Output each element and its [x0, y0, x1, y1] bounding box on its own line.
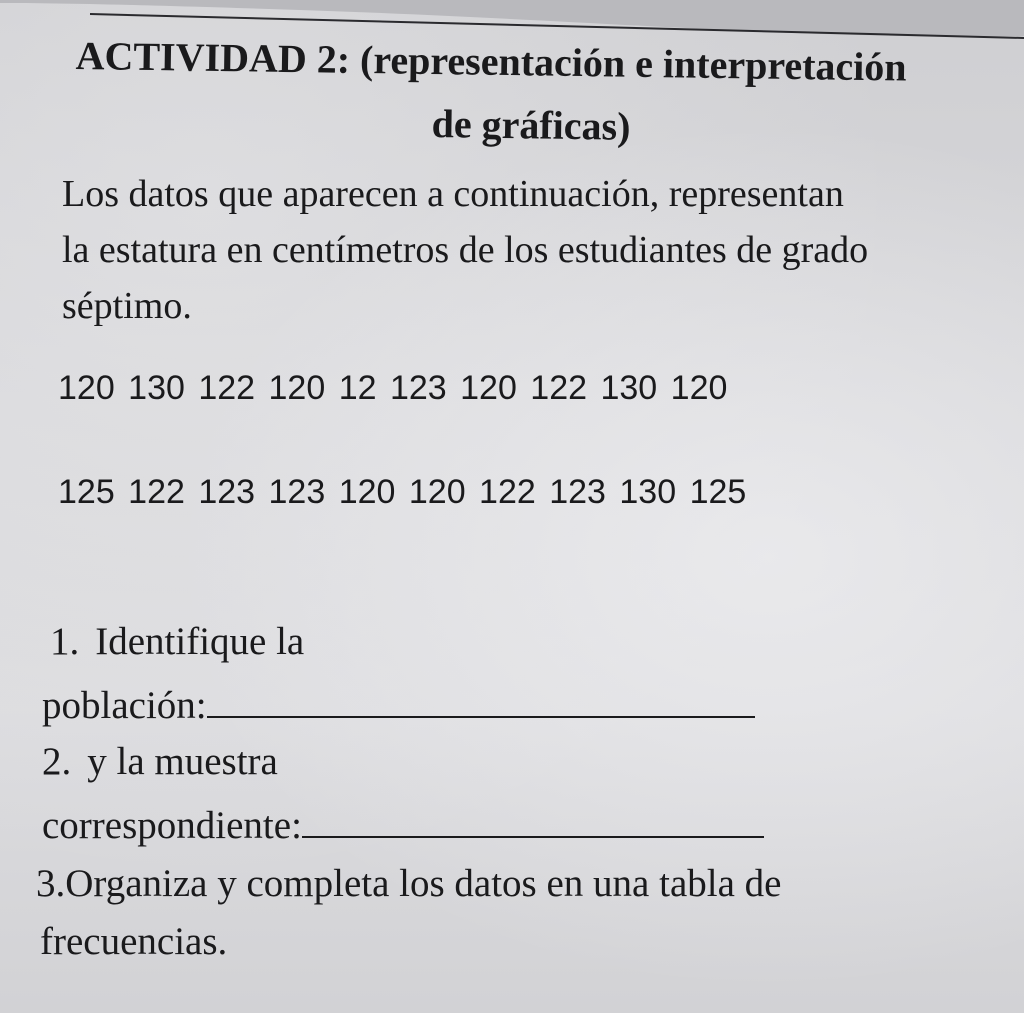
question-3-line-2: frecuencias.	[40, 920, 228, 963]
question-2-heading	[42, 738, 278, 786]
answer-blank-muestra[interactable]	[302, 806, 764, 838]
question-2-text: y la muestra	[87, 740, 278, 783]
question-1-text: Identifique la	[95, 620, 305, 663]
question-1-label: población:	[42, 684, 207, 727]
intro-paragraph	[62, 166, 1002, 334]
data-row-2: 125 122 123 123 120 120 122 123 130 125	[58, 473, 747, 511]
intro-line-1: Los datos que aparecen a continuación, representan	[62, 173, 844, 215]
question-2-label: correspondiente:	[42, 804, 302, 847]
question-1-number: 1.	[50, 620, 80, 663]
answer-blank-poblacion[interactable]	[207, 686, 755, 718]
question-2-answer-line	[42, 802, 764, 850]
data-row-1: 120 130 122 120 12 123 120 122 130 120	[58, 369, 728, 407]
question-3-line-1: 3.Organiza y completa los datos en una tabla de	[36, 862, 782, 905]
activity-title: ACTIVIDAD 2: (representación e interpretación	[75, 32, 907, 90]
intro-line-2: la estatura en centímetros de los estudiantes de grado	[62, 229, 869, 271]
activity-subtitle: de gráficas)	[431, 100, 631, 149]
question-1-heading	[50, 618, 304, 666]
question-1-answer-line	[42, 682, 755, 730]
question-2-number: 2.	[42, 740, 72, 783]
intro-line-3: séptimo.	[62, 285, 192, 327]
